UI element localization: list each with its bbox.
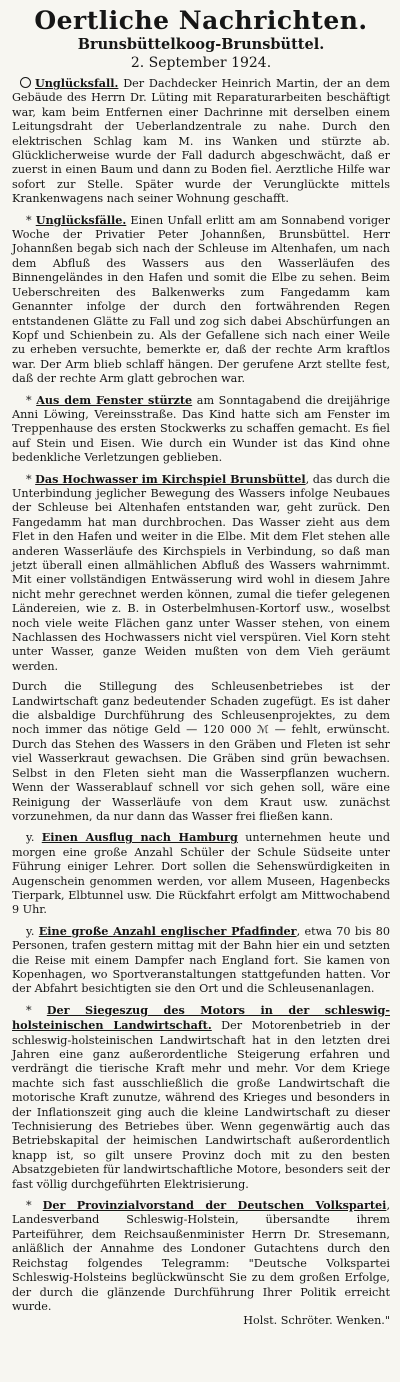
location-subtitle: Brunsbüttelkoog-Brunsbüttel. <box>77 36 325 53</box>
article-prefix: y. <box>26 924 39 938</box>
article-6 <box>12 830 390 917</box>
article-body: Einen Unfall erlitt am am Sonnabend voriger Woche der Privatier Peter Johannßen, Brunsbüttel. Herr Johannßen begab sich nach der Schleuse im Altenhafen, um nach dem Abfluß des Wassers aus den Wasserläufen des Binnengeländes in den Hafen und somit die Elbe zu sehen. Beim Ueberschreiten des Balkenwerks zum Fangedamm kam Genannter infolge der durch den fortwährenden Regen entstandenen Glätte zu Fall und zog sich dabei Abschürfungen an Kopf und Schienbein zu. Als der Gefallene sich nach einer Weile zu erheben versuchte, bemerkte er, daß der rechte Arm kraftlos war. Der Arm blieb schlaff hängen. Der gerufene Arzt stellte fest, daß der rechte Arm glatt gebrochen war. <box>12 213 390 386</box>
article-lead: Unglücksfall. <box>35 76 119 90</box>
article-lead: Aus dem Fenster stürzte <box>36 392 193 407</box>
article-prefix: * <box>26 1199 43 1213</box>
article-body: , etwa 70 bis 80 Personen, trafen gestern mittag mit der Bahn hier ein und setzten die Reise mit einem Dampfer nach England fort. Sie kamen von Kopenhagen, wo Sportveranstaltungen stattgefunden hatten. Vor der Abfahrt besichtigten sie den Ort und die Schleusenanlagen. <box>12 924 390 996</box>
article-prefix: * <box>26 393 37 407</box>
article-8 <box>12 1003 390 1192</box>
article-body: Durch die Stillegung des Schleusenbetriebes ist der Landwirtschaft ganz bedeutender Schaden zugefügt. Es ist daher die alsbaldige Durchführung des Schleusenprojektes, zu dem noch immer das nötige Geld — 120 000 ℳ — fehlt, erwünscht. Durch das Stehen des Wassers in den Gräben und Fleten ist sehr viel Wasserkraut gewachsen. Die Gräben sind grün bewachsen. Selbst in den Fleten sieht man die Wasserpflanzen wuchern. Wenn der Wasserablauf schnell vor sich gehen soll, wäre eine Reinigung der Wasserläufe von dem Kraut usw. zunächst vorzunehmen, da nur dann das Wasser frei fließen kann. <box>12 680 390 823</box>
issue-date: 2. September 1924. <box>130 55 272 71</box>
article-3 <box>12 393 390 466</box>
article-lead: Der Siegeszug des Motors in der schleswig-holsteinischen Landwirtschaft. <box>12 1002 390 1033</box>
article-4 <box>12 472 390 675</box>
article-body: , das durch die Unterbindung jeglicher Bewegung des Wassers infolge Neubaues der Schleuse bei Altenhafen entstanden war, geht zurück. Den Fangedamm hat man durchbrochen. Das Wasser zieht aus dem Flet in den Hafen und weiter in die Elbe. Mit dem Flet stehen alle anderen Wasserläufe des Kirchspiels in Verbindung, so daß man jetzt überall einen allmählichen Abfluß des Wassers wahrnimmt. Mit einer vollständigen Entwässerung wird wohl in diesem Jahre nicht mehr gerechnet werden können, zumal die tiefer gelegenen Ländereien, wie z. B. in Osterbelmhusen-Kortorf usw., woselbst noch viele weite Flächen ganz unter Wasser stehen, von einem Nachlassen des Hochwassers nicht viel verspüren. Viel Korn steht unter Wasser, ganze Weiden mußten von dem Vieh geräumt werden. <box>12 472 391 673</box>
article-body: am Sonntagabend die dreijährige Anni Löwing, Vereinsstraße. Das Kind hatte sich am Fenster im Treppenhause des ersten Stockwerks zu schaffen gemacht. Es fiel auf Stein und Eisen. Wie durch ein Wunder ist das Kind ohne bedenkliche Verletzungen geblieben. <box>12 393 390 465</box>
article-lead: Das Hochwasser im Kirchspiel Brunsbüttel <box>35 471 306 486</box>
article-prefix: * <box>26 213 36 227</box>
article-prefix: * <box>26 472 36 486</box>
masthead <box>12 6 390 72</box>
article-body: Der Motorenbetrieb in der schleswig-holsteinischen Landwirtschaft hat in den letzten drei Jahren eine ganz außerordentliche Steigerung erfahren und verdrängt die tierische Kraft mehr und mehr. Vor dem Kriege machte sich fast ausschließlich die große Landwirtschaft die motorische Kraft zunutze, während des Krieges und besonders in der Inflationszeit ging auch die kleine Landwirtschaft zu dieser Technisierung des Betriebes über. Wenn gegenwärtig auch das Betriebskapital der heimischen Landwirtschaft außerordentlich knapp ist, so gilt unsere Provinz doch mit zu den besten Absatzgebieten für landwirtschaftliche Motore, besonders seit der fast völlig durchgeführten Elektrisierung. <box>12 1019 390 1191</box>
article-lead: Der Provinzialvorstand der Deutschen Volkspartei <box>42 1198 387 1213</box>
article-lead: Einen Ausflug nach Hamburg <box>41 830 238 845</box>
article-lead: Unglücksfälle. <box>35 212 127 227</box>
article-lead: Eine große Anzahl englischer Pfadfinder <box>38 923 297 938</box>
article-prefix: * <box>26 1003 47 1017</box>
article-body: unternehmen heute und morgen eine große Anzahl Schüler der Schule Südseite unter Führung einiger Lehrer. Dort sollen die Sehenswürdigkeiten in Augenschein genommen werden, vor allem Museen, Hagenbecks Tierpark, Elbtunnel usw. Die Rückfahrt erfolgt am Mittwochabend 9 Uhr. <box>12 831 390 917</box>
bullet-circle-icon <box>20 77 31 88</box>
telegram-signature: Holst. Schröter. Wenken." <box>243 1314 390 1328</box>
page-title: Oertliche Nachrichten. <box>34 6 368 35</box>
article-2 <box>12 213 390 387</box>
article-prefix: y. <box>26 831 42 845</box>
article-5 <box>12 680 390 824</box>
article-1 <box>12 76 390 207</box>
article-7 <box>12 924 390 997</box>
article-9 <box>12 1198 390 1329</box>
article-body: Der Dachdecker Heinrich Martin, der an dem Gebäude des Herrn Dr. Lüting mit Reparaturarbeiten beschäftigt war, kam beim Entfernen einer Dachrinne mit derselben einem Leitungsdraht der Ueberlandzentrale zu nahe. Durch den elektrischen Schlag kam M. ins Wanken und stürzte ab. Glücklicherweise wurde der Fall dadurch abgeschwächt, daß er zuerst in einen Baum und dann zu Boden fiel. Aerztliche Hilfe war sofort zur Stelle. Später wurde der Verunglückte mittels Krankenwagens nach seiner Wohnung geschafft. <box>12 77 390 206</box>
article-body: , Landesverband Schleswig-Holstein, übersandte ihrem Parteiführer, dem Reichsaußenminister Herrn Dr. Stresemann, anläßlich der Annahme des Londoner Gutachtens durch den Reichstag folgendes Telegramm: "Deutsche Volkspartei Schleswig-Holsteins beglückwünscht Sie zu dem großen Erfolge, der durch die glänzende Durchführung Ihrer Politik erreicht wurde. <box>12 1199 390 1313</box>
